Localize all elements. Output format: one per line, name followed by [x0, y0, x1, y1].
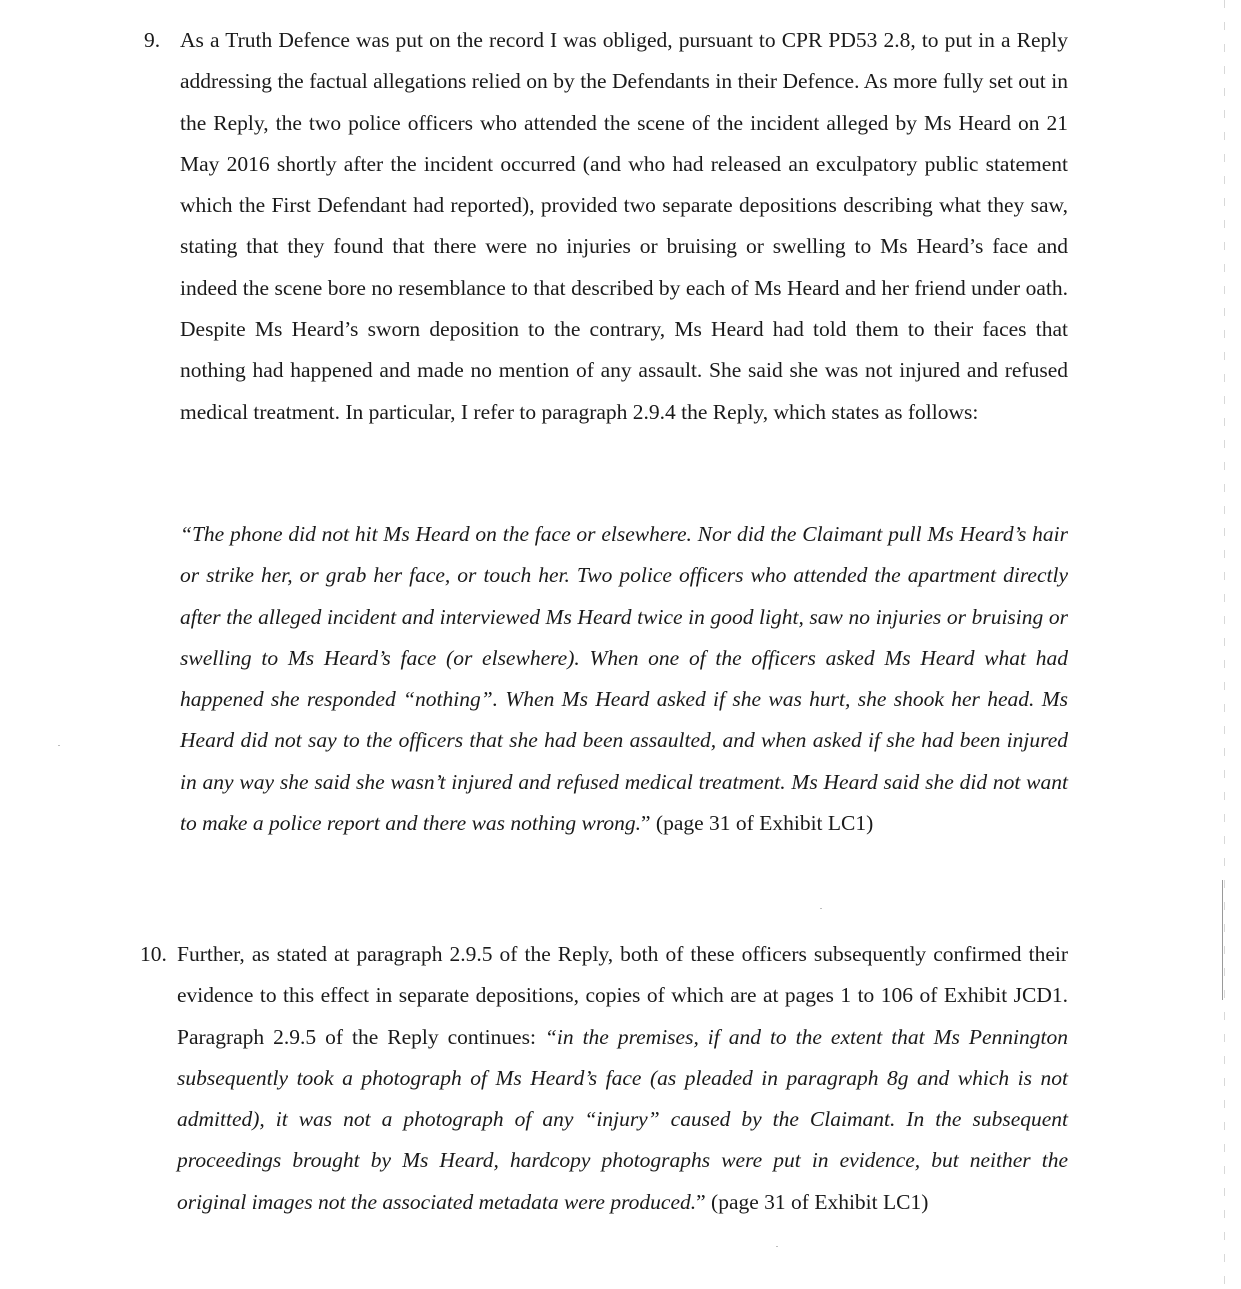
- paragraph-10-plain-text: Further, as stated at paragraph 2.9.5 of the Reply, both of these officers subsequently confirmed their evidence to this effect in separate depositions, copies of which are at pages 1 to 106 of Exhibit JCD1. Paragraph 2.9.5 of the Reply continues:: [177, 942, 1068, 1049]
- paragraph-10-quote-text: “in the premises, if and to the extent that Ms Pennington subsequently took a photograph of Ms Heard’s face (as pleaded in paragraph 8g and which is not admitted), it was not a photograph of any “injury” caused by the Claimant. In the subsequent proceedings brought by Ms Heard, hardcopy photographs were put in evidence, but neither the original images not the associated metadata were produced.: [177, 1024, 1068, 1214]
- scan-edge-mark: [1222, 880, 1223, 1000]
- paragraph-9-text: As a Truth Defence was put on the record I was obliged, pursuant to CPR PD53 2.8, to put in a Reply addressing the factual allegations relied on by the Defendants in their Defence. As more fully set out in the Reply, the two police officers who attended the scene of the incident alleged by Ms Heard on 21 May 2016 shortly after the incident occurred (and who had released an exculpatory public statement which the First Defendant had reported), provided two separate depositions describing what they saw, stating that they found that there were no injuries or bruising or swelling to Ms Heard’s face and indeed the scene bore no resemblance to that described by each of Ms Heard and her friend under oath. Despite Ms Heard’s sworn deposition to the contrary, Ms Heard had told them to their faces that nothing had happened and made no mention of any assault. She said she was not injured and refused medical treatment. In particular, I refer to paragraph 2.9.4 the Reply, which states as follows:: [180, 28, 1068, 424]
- paragraph-9-number: 9.: [144, 28, 161, 52]
- scan-speck: [58, 745, 60, 746]
- quote-citation: ” (page 31 of Exhibit LC1): [641, 811, 874, 836]
- paragraph-10-text: [177, 934, 1068, 1223]
- reply-quote-2-9-4: [180, 514, 1068, 844]
- paragraph-10-citation: ” (page 31 of Exhibit LC1): [696, 1189, 929, 1214]
- scan-edge-line: [1224, 0, 1225, 1289]
- paragraph-10-number: 10.: [140, 942, 167, 966]
- scan-speck: [776, 1246, 778, 1247]
- scan-speck: [820, 908, 822, 909]
- quote-text: “The phone did not hit Ms Heard on the face or elsewhere. Nor did the Claimant pull Ms Heard’s hair or strike her, or grab her face, or touch her. Two police officers who attended the apartment directly after the alleged incident and interviewed Ms Heard twice in good light, saw no injuries or bruising or swelling to Ms Heard’s face (or elsewhere). When one of the officers asked Ms Heard what had happened she responded “nothing”. When Ms Heard asked if she was hurt, she shook her head. Ms Heard did not say to the officers that she had been assaulted, and when asked if she had been injured in any way she said she wasn’t injured and refused medical treatment. Ms Heard said she did not want to make a police report and there was nothing wrong.: [180, 522, 1068, 836]
